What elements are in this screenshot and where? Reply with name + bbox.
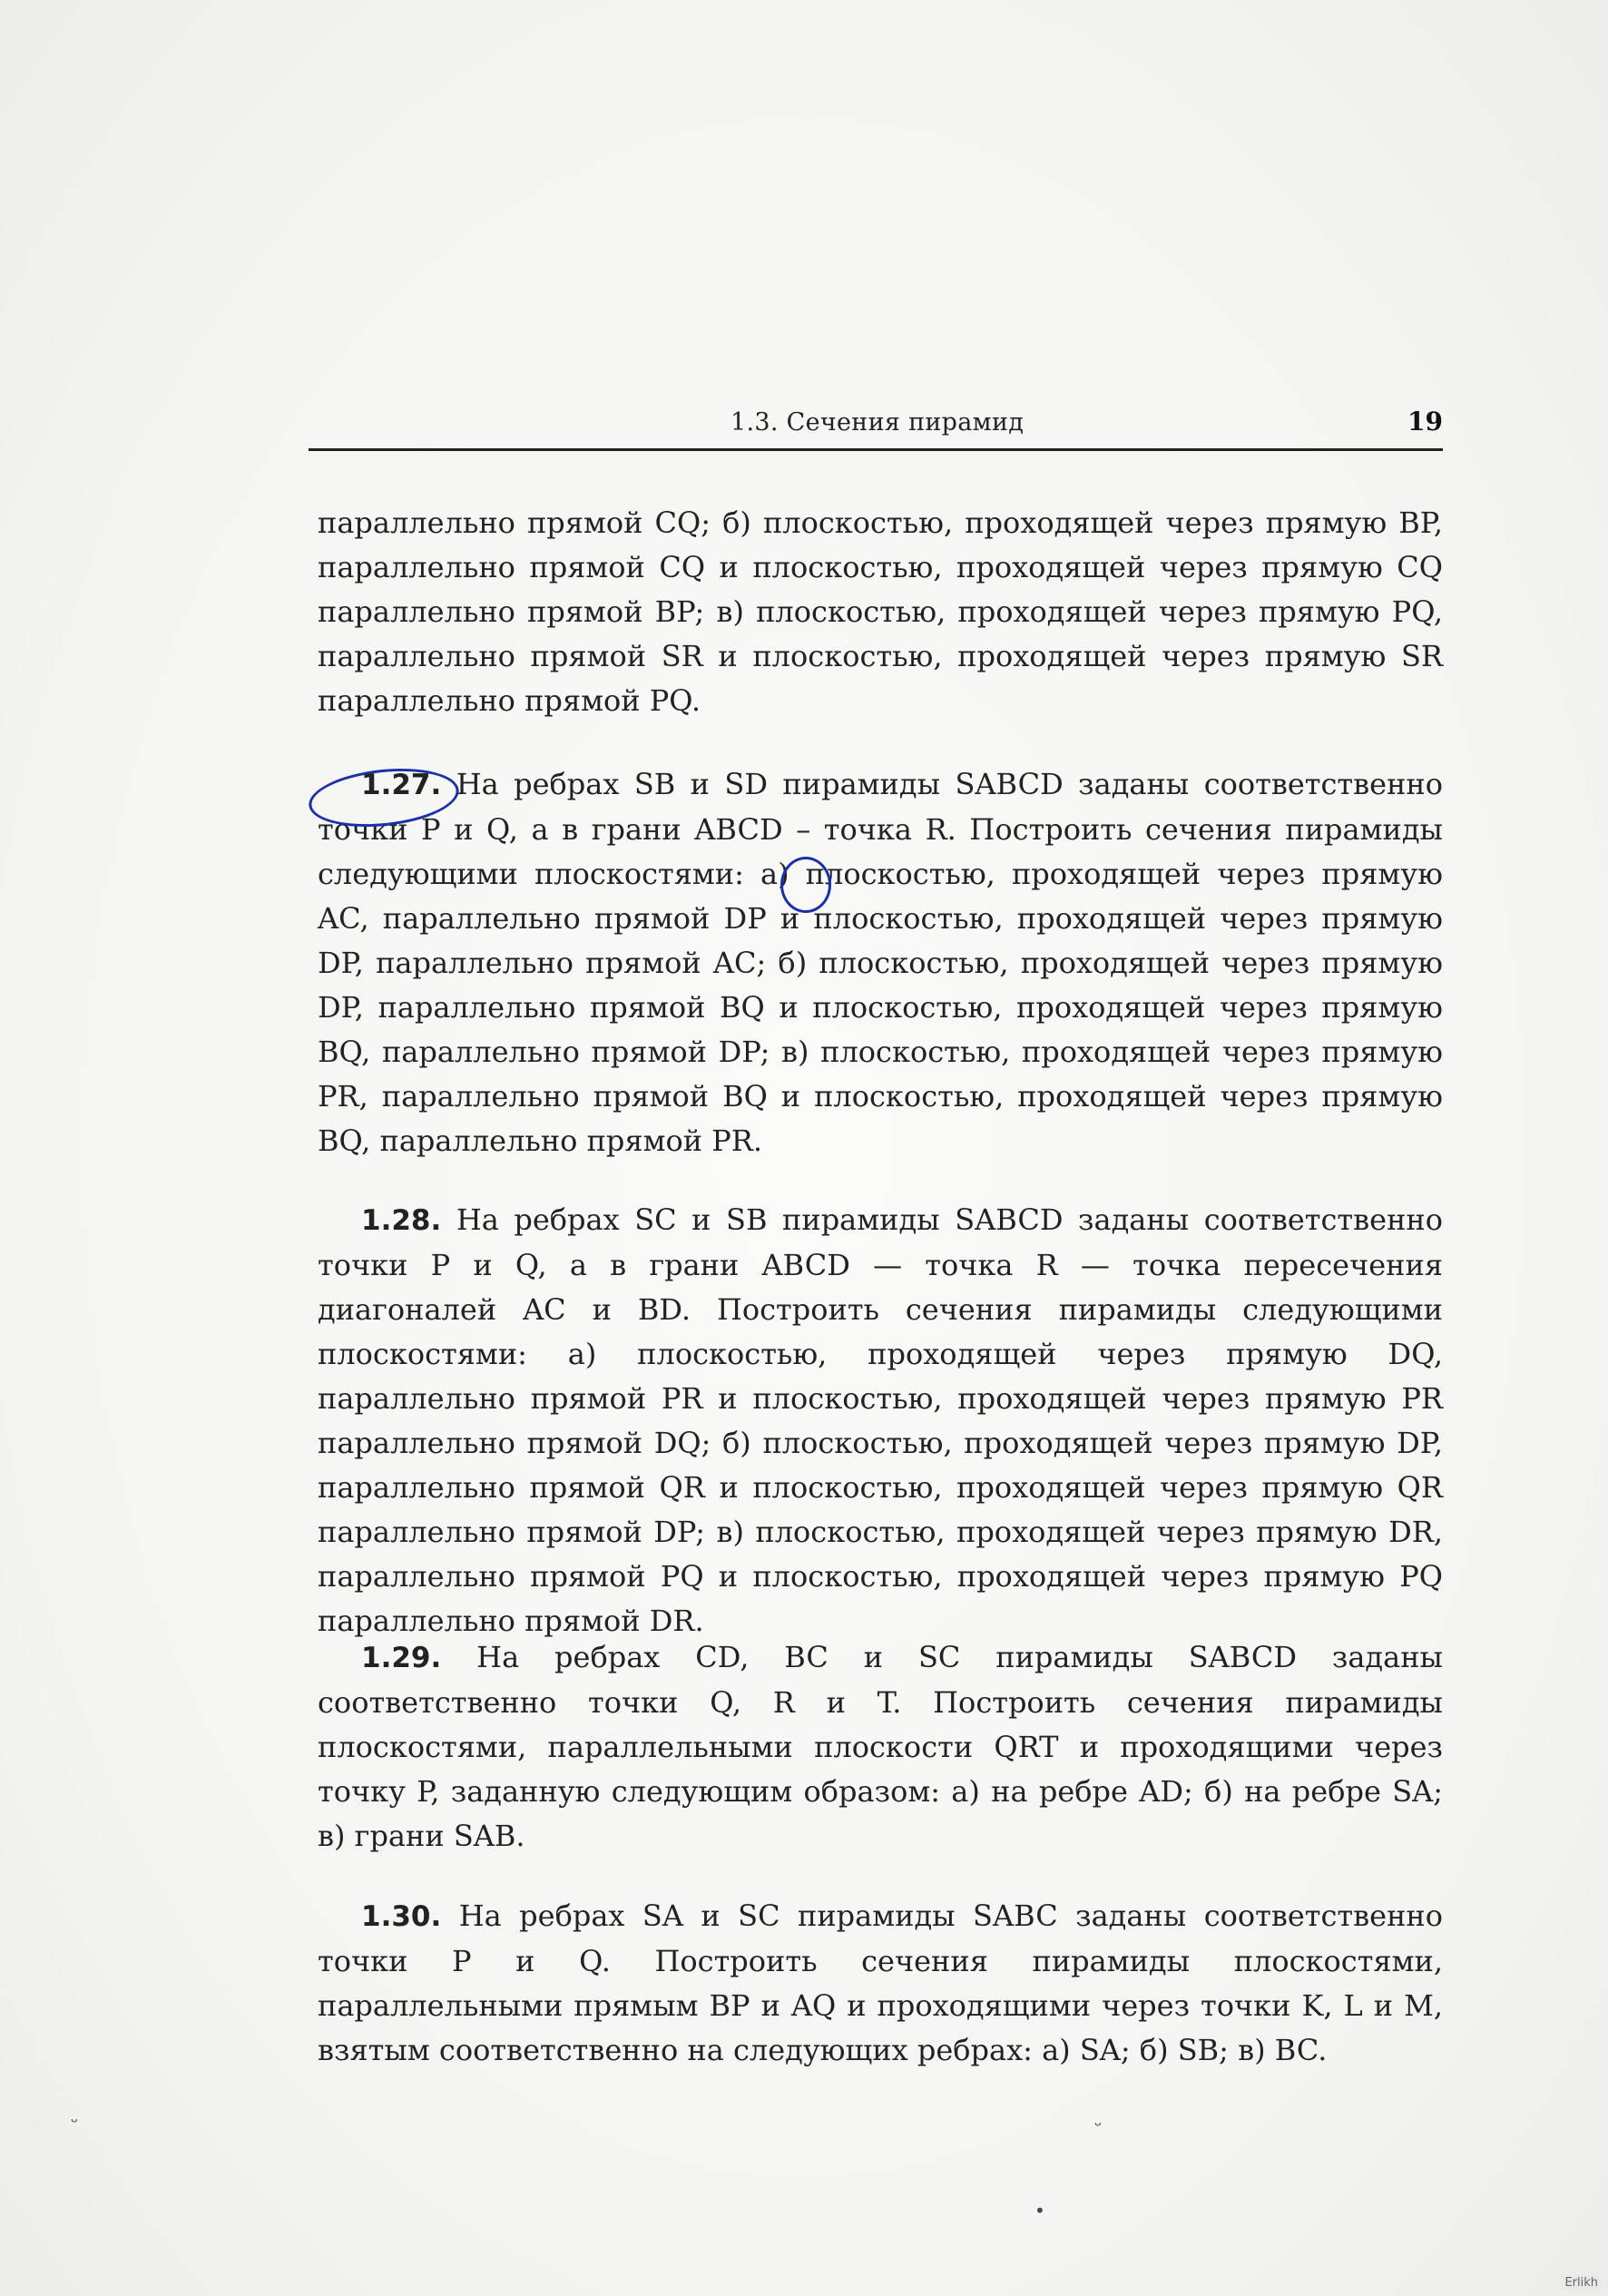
scan-speck: ᵕ <box>1094 2114 1103 2136</box>
problem-text: На ребрах CD, BC и SC пирамиды SABCD заданы соответственно точки Q, R и T. Построить сечения пирамиды плоскостями, параллельными плоскости QRT и проходящими через точку P, заданную следующим образом: а) на ребре AD; б) на ребре SA; в) грани SAB. <box>318 1640 1444 1853</box>
problem-text: На ребрах SB и SD пирамиды SABCD заданы соответственно точки P и Q, а в грани ABCD – точка R. Построить сечения пирамиды следующими плоскостями: а) плоскостью, проходящей через прямую AC, параллельно прямой DP и плоскостью, проходящей через прямую DP, параллельно прямой AC; б) плоскостью, проходящей через прямую DP, параллельно прямой BQ и плоскостью, проходящей через прямую BQ, параллельно прямой DP; в) плоскостью, проходящей через прямую PR, параллельно прямой BQ и плоскостью, проходящей через прямую BQ, параллельно прямой PR. <box>318 767 1443 1158</box>
problem-number: 1.29. <box>361 1642 442 1674</box>
problem-1-28 <box>318 1198 1443 1644</box>
paragraph-text: параллельно прямой CQ; б) плоскостью, проходящей через прямую BP, параллельно прямой CQ и плоскостью, проходящей через прямую CQ параллельно прямой BP; в) плоскостью, проходящей через прямую PQ, параллельно прямой SR и плоскостью, проходящей через прямую SR параллельно прямой PQ. <box>318 505 1443 718</box>
running-header <box>309 407 1443 451</box>
problem-text: На ребрах SC и SB пирамиды SABCD заданы соответственно точки P и Q, а в грани ABCD — точка R — точка пересечения диагоналей AC и BD. Построить сечения пирамиды следующими плоскостями: а) плоскостью, проходящей через прямую DQ, параллельно прямой PR и плоскостью, проходящей через прямую PR параллельно прямой DQ; б) плоскостью, проходящей через прямую DP, параллельно прямой QR и плоскостью, проходящей через прямую QR параллельно прямой DP; в) плоскостью, проходящей через прямую DR, параллельно прямой PQ и плоскостью, проходящей через прямую PQ параллельно прямой DR. <box>318 1202 1444 1638</box>
page-number: 19 <box>1407 407 1443 437</box>
problem-number: 1.28. <box>361 1204 442 1237</box>
problem-number: 1.27. <box>361 769 442 801</box>
scan-speck: • <box>1034 2200 1045 2222</box>
scan-speck: ᵕ <box>71 2111 79 2133</box>
problem-1-27 <box>318 762 1443 1163</box>
problem-number: 1.30. <box>361 1900 442 1933</box>
watermark: Erlikh <box>1562 2275 1601 2291</box>
problem-text: На ребрах SA и SC пирамиды SABC заданы соответственно точки P и Q. Построить сечения пирамиды плоскостями, параллельными прямым BP и AQ и проходящими через точки K, L и M, взятым соответственно на следующих ребрах: а) SA; б) SB; в) BC. <box>318 1899 1444 2067</box>
problem-1-30 <box>318 1894 1443 2073</box>
section-title: 1.3. Сечения пирамид <box>730 408 1025 437</box>
paragraph-continuation <box>318 501 1443 723</box>
problem-1-29 <box>318 1635 1443 1859</box>
